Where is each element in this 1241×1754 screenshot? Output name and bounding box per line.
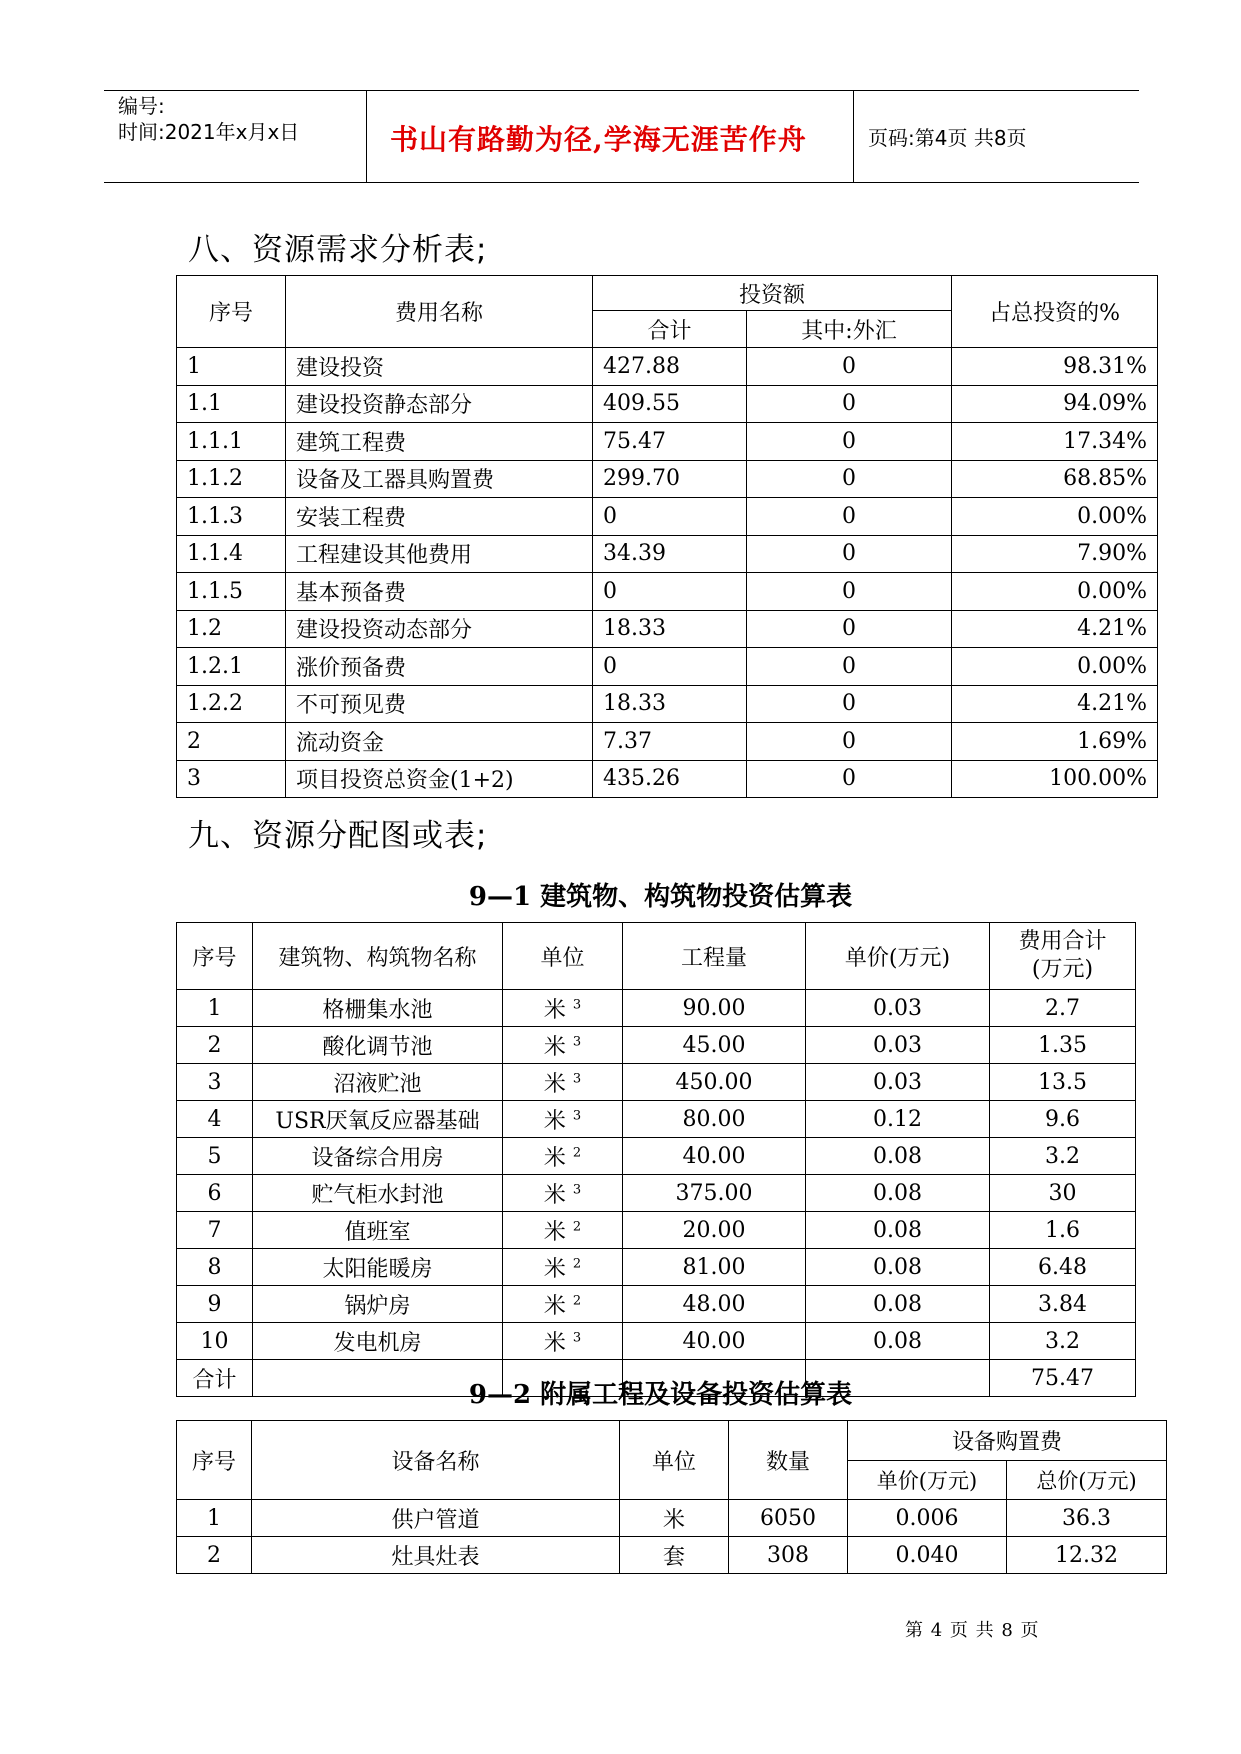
- cost-cell: 3.84: [990, 1286, 1136, 1323]
- seq-cell: 1: [177, 990, 253, 1027]
- quantity-cell: 40.00: [623, 1138, 806, 1175]
- unit-price-cell: 0.12: [806, 1101, 990, 1138]
- building-name-cell: 锅炉房: [253, 1286, 503, 1323]
- table-row: [177, 1500, 1167, 1537]
- seq-cell: 2: [177, 1537, 252, 1574]
- unit-cell: [503, 1212, 623, 1249]
- percent-cell: 0.00%: [952, 498, 1158, 536]
- quantity-cell: 90.00: [623, 990, 806, 1027]
- cost-cell: 6.48: [990, 1249, 1136, 1286]
- building-name-cell: 太阳能暖房: [253, 1249, 503, 1286]
- header-cost-line2: (万元): [1031, 957, 1094, 982]
- total-cell: 409.55: [593, 385, 747, 423]
- seq-cell: 1.2: [177, 610, 286, 648]
- quantity-cell: 45.00: [623, 1027, 806, 1064]
- table-row: [177, 573, 1158, 611]
- table-row: [177, 1249, 1136, 1286]
- percent-cell: 94.09%: [952, 385, 1158, 423]
- name-cell: 设备及工器具购置费: [286, 460, 593, 498]
- total-cell: 18.33: [593, 685, 747, 723]
- quantity-cell: 48.00: [623, 1286, 806, 1323]
- total-price-cell: 36.3: [1007, 1500, 1167, 1537]
- resource-demand-table: [176, 275, 1158, 798]
- building-name-cell: 酸化调节池: [253, 1027, 503, 1064]
- building-name-cell: USR厌氧反应器基础: [253, 1101, 503, 1138]
- table-row: [177, 348, 1158, 386]
- table-row: [177, 1537, 1167, 1574]
- table-row: [177, 610, 1158, 648]
- unit-text: 米: [543, 1071, 566, 1097]
- unit-exponent: 2: [572, 1256, 582, 1272]
- forex-cell: 0: [747, 648, 952, 686]
- total-cell: 299.70: [593, 460, 747, 498]
- forex-cell: 0: [747, 460, 952, 498]
- percent-cell: 4.21%: [952, 685, 1158, 723]
- seq-cell: 10: [177, 1323, 253, 1360]
- header-investment: 投资额: [593, 276, 952, 311]
- header-seq: 序号: [177, 923, 253, 990]
- unit-cell: [503, 1286, 623, 1323]
- forex-cell: 0: [747, 535, 952, 573]
- table-row: [177, 423, 1158, 461]
- table-row: [177, 723, 1158, 761]
- unit-price-cell: 0.040: [848, 1537, 1007, 1574]
- header-building-name: 建筑物、构筑物名称: [253, 923, 503, 990]
- forex-cell: 0: [747, 685, 952, 723]
- table-row: [177, 1175, 1136, 1212]
- cost-cell: 2.7: [990, 990, 1136, 1027]
- unit-text: 米: [543, 1330, 566, 1356]
- forex-cell: 0: [747, 348, 952, 386]
- table-row: [177, 535, 1158, 573]
- header-seq: 序号: [177, 276, 286, 348]
- total-cell: 0: [593, 648, 747, 686]
- quantity-cell: 81.00: [623, 1249, 806, 1286]
- unit-price-cell: 0.006: [848, 1500, 1007, 1537]
- header-unit-price: 单价(万元): [848, 1460, 1007, 1500]
- cost-cell: 3.2: [990, 1138, 1136, 1175]
- seq-cell: 3: [177, 760, 286, 798]
- percent-cell: 0.00%: [952, 648, 1158, 686]
- unit-price-cell: 0.03: [806, 1064, 990, 1101]
- table-row: [177, 1064, 1136, 1101]
- quantity-cell: 308: [729, 1537, 848, 1574]
- seq-cell: 7: [177, 1212, 253, 1249]
- header-purchase-fee: 设备购置费: [848, 1421, 1167, 1461]
- building-name-cell: 发电机房: [253, 1323, 503, 1360]
- equipment-investment-table: [176, 1420, 1167, 1574]
- unit-cell: [503, 1101, 623, 1138]
- unit-text: 米: [543, 1182, 566, 1208]
- unit-exponent: 3: [572, 1108, 582, 1124]
- table-row: [177, 1212, 1136, 1249]
- header-total: 合计: [593, 311, 747, 348]
- equipment-name-cell: 灶具灶表: [252, 1537, 620, 1574]
- header-quantity: 数量: [729, 1421, 848, 1500]
- unit-price-cell: 0.03: [806, 1027, 990, 1064]
- unit-exponent: 2: [572, 1219, 582, 1235]
- table-header-row: [177, 276, 1158, 311]
- total-cell: 0: [593, 573, 747, 611]
- building-name-cell: 沼液贮池: [253, 1064, 503, 1101]
- header-unit-price: 单价(万元): [806, 923, 990, 990]
- total-cell: 75.47: [593, 423, 747, 461]
- percent-cell: 0.00%: [952, 573, 1158, 611]
- quantity-cell: 20.00: [623, 1212, 806, 1249]
- seq-cell: 1: [177, 1500, 252, 1537]
- cost-cell: 9.6: [990, 1101, 1136, 1138]
- table1-title: 9—1 建筑物、构筑物投资估算表: [468, 882, 853, 912]
- quantity-cell: 6050: [729, 1500, 848, 1537]
- building-name-cell: 格栅集水池: [253, 990, 503, 1027]
- unit-exponent: 3: [572, 1182, 582, 1198]
- quantity-cell: 375.00: [623, 1175, 806, 1212]
- unit-exponent: 2: [572, 1145, 582, 1161]
- unit-text: 米: [543, 997, 566, 1023]
- name-cell: 基本预备费: [286, 573, 593, 611]
- unit-price-cell: 0.08: [806, 1175, 990, 1212]
- seq-cell: 1.2.1: [177, 648, 286, 686]
- seq-cell: 1.1.4: [177, 535, 286, 573]
- percent-cell: 17.34%: [952, 423, 1158, 461]
- table-row: [177, 1027, 1136, 1064]
- forex-cell: 0: [747, 573, 952, 611]
- quantity-cell: 80.00: [623, 1101, 806, 1138]
- total-cell: 7.37: [593, 723, 747, 761]
- header-unit: 单位: [503, 923, 623, 990]
- total-cell: 0: [593, 498, 747, 536]
- header-cost-total: [990, 923, 1136, 990]
- table-row: [177, 1323, 1136, 1360]
- seq-cell: 4: [177, 1101, 253, 1138]
- percent-cell: 4.21%: [952, 610, 1158, 648]
- section8-title: 八、资源需求分析表;: [188, 232, 488, 268]
- building-name-cell: 设备综合用房: [253, 1138, 503, 1175]
- forex-cell: 0: [747, 498, 952, 536]
- quantity-cell: 40.00: [623, 1323, 806, 1360]
- table2-title: 9—2 附属工程及设备投资估算表: [468, 1380, 853, 1410]
- unit-cell: [503, 990, 623, 1027]
- header-percent: 占总投资的%: [952, 276, 1158, 348]
- table-row: [177, 498, 1158, 536]
- cost-cell: 1.35: [990, 1027, 1136, 1064]
- forex-cell: 0: [747, 610, 952, 648]
- section9-title: 九、资源分配图或表;: [188, 818, 488, 854]
- forex-cell: 0: [747, 723, 952, 761]
- total-cell: 34.39: [593, 535, 747, 573]
- name-cell: 项目投资总资金(1+2): [286, 760, 593, 798]
- header-seq: 序号: [177, 1421, 252, 1500]
- unit-text: 米: [543, 1108, 566, 1134]
- name-cell: 建设投资静态部分: [286, 385, 593, 423]
- unit-exponent: 3: [572, 1330, 582, 1346]
- percent-cell: 100.00%: [952, 760, 1158, 798]
- unit-price-cell: 0.03: [806, 990, 990, 1027]
- seq-cell: 2: [177, 723, 286, 761]
- unit-text: 米: [543, 1293, 566, 1319]
- unit-cell: [503, 1064, 623, 1101]
- unit-text: 米: [543, 1145, 566, 1171]
- unit-price-cell: 0.08: [806, 1323, 990, 1360]
- unit-cell: [503, 1175, 623, 1212]
- percent-cell: 7.90%: [952, 535, 1158, 573]
- unit-exponent: 3: [572, 1071, 582, 1087]
- unit-price-cell: 0.08: [806, 1249, 990, 1286]
- building-investment-table: [176, 922, 1136, 1397]
- total-cell: 18.33: [593, 610, 747, 648]
- percent-cell: 98.31%: [952, 348, 1158, 386]
- header-fee-name: 费用名称: [286, 276, 593, 348]
- name-cell: 流动资金: [286, 723, 593, 761]
- cost-cell: 30: [990, 1175, 1136, 1212]
- table-row: [177, 990, 1136, 1027]
- seq-cell: 3: [177, 1064, 253, 1101]
- seq-cell: 1.1.5: [177, 573, 286, 611]
- forex-cell: 0: [747, 423, 952, 461]
- table-header-row: [177, 1421, 1167, 1461]
- seq-cell: 1: [177, 348, 286, 386]
- unit-cell: [503, 1138, 623, 1175]
- header-bottom-rule: [104, 182, 1139, 183]
- name-cell: 安装工程费: [286, 498, 593, 536]
- unit-exponent: 3: [572, 1034, 582, 1050]
- header-total-price: 总价(万元): [1007, 1460, 1167, 1500]
- cost-cell: 3.2: [990, 1323, 1136, 1360]
- unit-exponent: 2: [572, 1293, 582, 1309]
- header-code-label: 编号:: [118, 94, 165, 118]
- table-row: [177, 1286, 1136, 1323]
- table-row: [177, 685, 1158, 723]
- unit-exponent: 3: [572, 997, 582, 1013]
- header-cost-line1: 费用合计: [1018, 929, 1107, 954]
- unit-text: 米: [543, 1219, 566, 1245]
- unit-price-cell: 0.08: [806, 1138, 990, 1175]
- cost-cell: 1.6: [990, 1212, 1136, 1249]
- page-footer: 第 4 页 共 8 页: [905, 1620, 1040, 1641]
- name-cell: 工程建设其他费用: [286, 535, 593, 573]
- seq-cell: 1.1.2: [177, 460, 286, 498]
- total-label-cell: 合计: [177, 1360, 253, 1397]
- name-cell: 不可预见费: [286, 685, 593, 723]
- total-cell: 427.88: [593, 348, 747, 386]
- header-motto: 书山有路勤为径,学海无涯苦作舟: [390, 123, 807, 156]
- seq-cell: 1.1.3: [177, 498, 286, 536]
- cost-cell: 13.5: [990, 1064, 1136, 1101]
- header-equipment-name: 设备名称: [252, 1421, 620, 1500]
- header-quantity: 工程量: [623, 923, 806, 990]
- table-row: [177, 1101, 1136, 1138]
- building-name-cell: 贮气柜水封池: [253, 1175, 503, 1212]
- header-divider-left: [366, 90, 367, 182]
- percent-cell: 1.69%: [952, 723, 1158, 761]
- table-row: [177, 760, 1158, 798]
- table-header-row: [177, 923, 1136, 990]
- seq-cell: 2: [177, 1027, 253, 1064]
- unit-price-cell: 0.08: [806, 1286, 990, 1323]
- unit-cell: 米: [620, 1500, 729, 1537]
- percent-cell: 68.85%: [952, 460, 1158, 498]
- header-top-rule: [104, 90, 1139, 91]
- forex-cell: 0: [747, 760, 952, 798]
- total-price-cell: 12.32: [1007, 1537, 1167, 1574]
- seq-cell: 9: [177, 1286, 253, 1323]
- total-value-cell: 75.47: [990, 1360, 1136, 1397]
- name-cell: 涨价预备费: [286, 648, 593, 686]
- header-unit: 单位: [620, 1421, 729, 1500]
- seq-cell: 6: [177, 1175, 253, 1212]
- seq-cell: 1.1: [177, 385, 286, 423]
- name-cell: 建筑工程费: [286, 423, 593, 461]
- name-cell: 建设投资: [286, 348, 593, 386]
- building-name-cell: 值班室: [253, 1212, 503, 1249]
- unit-text: 米: [543, 1256, 566, 1282]
- unit-text: 米: [543, 1034, 566, 1060]
- unit-cell: [503, 1027, 623, 1064]
- seq-cell: 1.1.1: [177, 423, 286, 461]
- unit-cell: [503, 1249, 623, 1286]
- name-cell: 建设投资动态部分: [286, 610, 593, 648]
- unit-cell: 套: [620, 1537, 729, 1574]
- table-row: [177, 460, 1158, 498]
- header-time-label: 时间:2021年x月x日: [118, 120, 300, 144]
- seq-cell: 1.2.2: [177, 685, 286, 723]
- header-forex: 其中:外汇: [747, 311, 952, 348]
- seq-cell: 5: [177, 1138, 253, 1175]
- unit-cell: [503, 1323, 623, 1360]
- table-row: [177, 648, 1158, 686]
- quantity-cell: 450.00: [623, 1064, 806, 1101]
- equipment-name-cell: 供户管道: [252, 1500, 620, 1537]
- forex-cell: 0: [747, 385, 952, 423]
- header-divider-right: [853, 90, 854, 182]
- table-row: [177, 385, 1158, 423]
- unit-price-cell: 0.08: [806, 1212, 990, 1249]
- total-cell: 435.26: [593, 760, 747, 798]
- table-row: [177, 1138, 1136, 1175]
- seq-cell: 8: [177, 1249, 253, 1286]
- header-page-code: 页码:第4页 共8页: [868, 126, 1027, 150]
